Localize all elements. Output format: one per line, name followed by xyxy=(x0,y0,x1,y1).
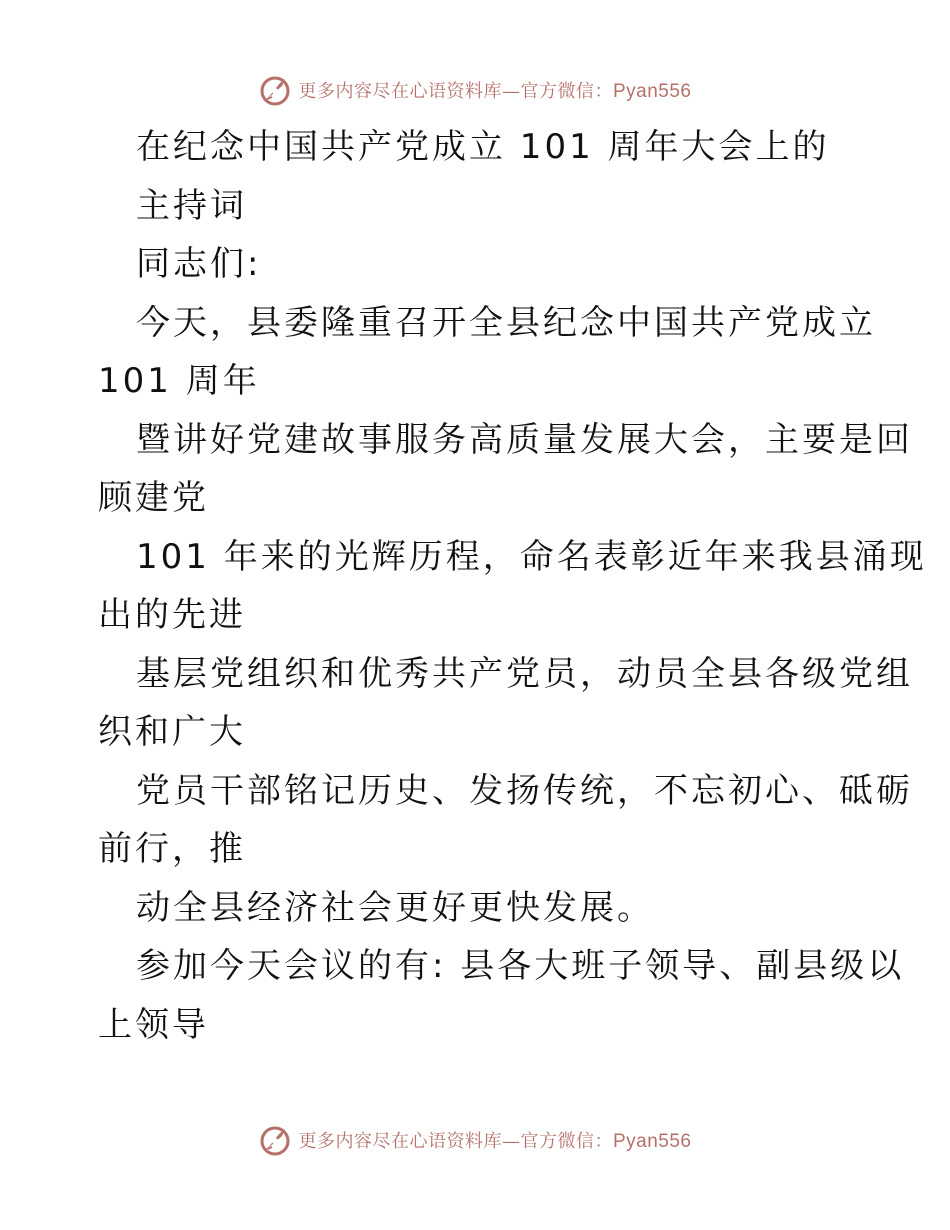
banner-text-cn: 更多内容尽在心语资料库—官方微信： xyxy=(298,1131,613,1152)
banner-text xyxy=(298,77,691,103)
paragraph-line: 动全县经济社会更好更快发展。 xyxy=(136,887,654,928)
paragraph-line: 今天，县委隆重召开全县纪念中国共产党成立 xyxy=(136,302,876,343)
paragraph-line: 顾建党 xyxy=(98,478,209,518)
paragraph-line: 101 周年 xyxy=(98,361,260,401)
title-line-1: 在纪念中国共产党成立 101 周年大会上的 xyxy=(136,127,830,167)
salutation: 同志们: xyxy=(136,244,262,284)
paragraph-line: 织和广大 xyxy=(98,712,246,752)
paragraph-line: 前行，推 xyxy=(98,829,246,869)
banner-text xyxy=(298,1127,691,1153)
document-body xyxy=(98,118,927,1054)
paragraph-line: 上领导 xyxy=(98,1004,209,1045)
title-line-2: 主持词 xyxy=(136,185,247,226)
paragraph-line: 暨讲好党建故事服务高质量发展大会，主要是回 xyxy=(136,419,913,460)
paragraph-line: 出的先进 xyxy=(98,595,246,635)
quill-pen-logo-icon xyxy=(258,73,292,107)
paragraph-line: 基层党组织和优秀共产党员，动员全县各级党组 xyxy=(136,653,913,694)
paragraph-line: 党员干部铭记历史、发扬传统，不忘初心、砥砺 xyxy=(136,770,913,811)
banner-text-cn: 更多内容尽在心语资料库—官方微信： xyxy=(298,81,613,102)
footer-banner xyxy=(0,1120,950,1160)
quill-pen-logo-icon xyxy=(258,1123,292,1157)
paragraph-line: 参加今天会议的有: 县各大班子领导、副县级以 xyxy=(136,946,905,986)
banner-wechat-id: Pyan556 xyxy=(612,1131,692,1152)
banner-wechat-id: Pyan556 xyxy=(612,81,692,102)
header-banner xyxy=(0,70,950,110)
paragraph-line: 101 年来的光辉历程，命名表彰近年来我县涌现 xyxy=(136,536,927,577)
